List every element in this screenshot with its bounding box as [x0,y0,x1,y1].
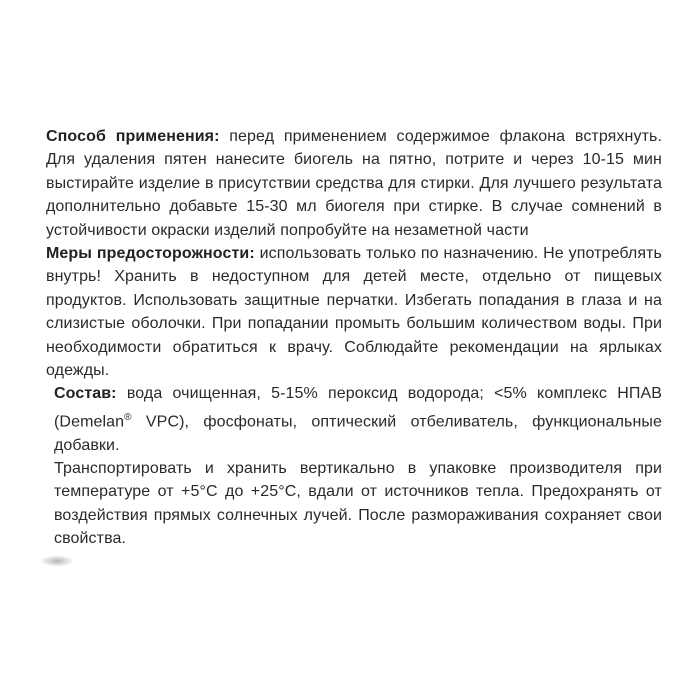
print-smudge [42,556,72,566]
registered-trademark-mark: ® [124,411,132,423]
precautions-text: использовать только по назначению. Не употреблять внутрь! Хранить в недоступном для детей месте, отдельно от пищевых продуктов. Использовать защитные перчатки. Избегать попадания в глаза и на слизистые оболочки. При попадании промыть большим количеством воды. При необходимости обратиться к врачу. Соблюдайте рекомендации на ярлыках одежды. [46,245,662,380]
application-section [46,125,662,242]
precautions-section [46,242,662,382]
composition-heading: Состав: [54,385,117,403]
usage-instructions-text [46,125,662,551]
storage-text: Транспортировать и хранить вертикально в упаковке производителя при температуре от +5°С до +25°С, вдали от источников тепла. Предохранять от воздействия прямых солнечных лучей. После размораживания сохраняет свои свойства. [54,460,662,548]
storage-section [46,457,662,551]
composition-text-end: VPC), фосфонаты, оптический отбеливатель, функциональные добавки. [54,413,662,454]
composition-section [46,382,662,457]
precautions-heading: Меры предосторожности: [46,245,255,263]
composition-text-start: вода очищенная, 5-15% пероксид водорода; <5% комплекс НПАВ (Demelan [54,385,662,431]
application-text: перед применением содержимое флакона встряхнуть. Для удаления пятен нанесите биогель на пятно, потрите и через 10-15 мин выстирайте изделие в присутствии средства для стирки. Для лучшего результата дополнительно добавьте 15-30 мл биогеля при стирке. В случае сомнений в устойчивости окраски изделий попробуйте на незаметной части [46,128,662,239]
application-heading: Способ применения: [46,128,220,145]
